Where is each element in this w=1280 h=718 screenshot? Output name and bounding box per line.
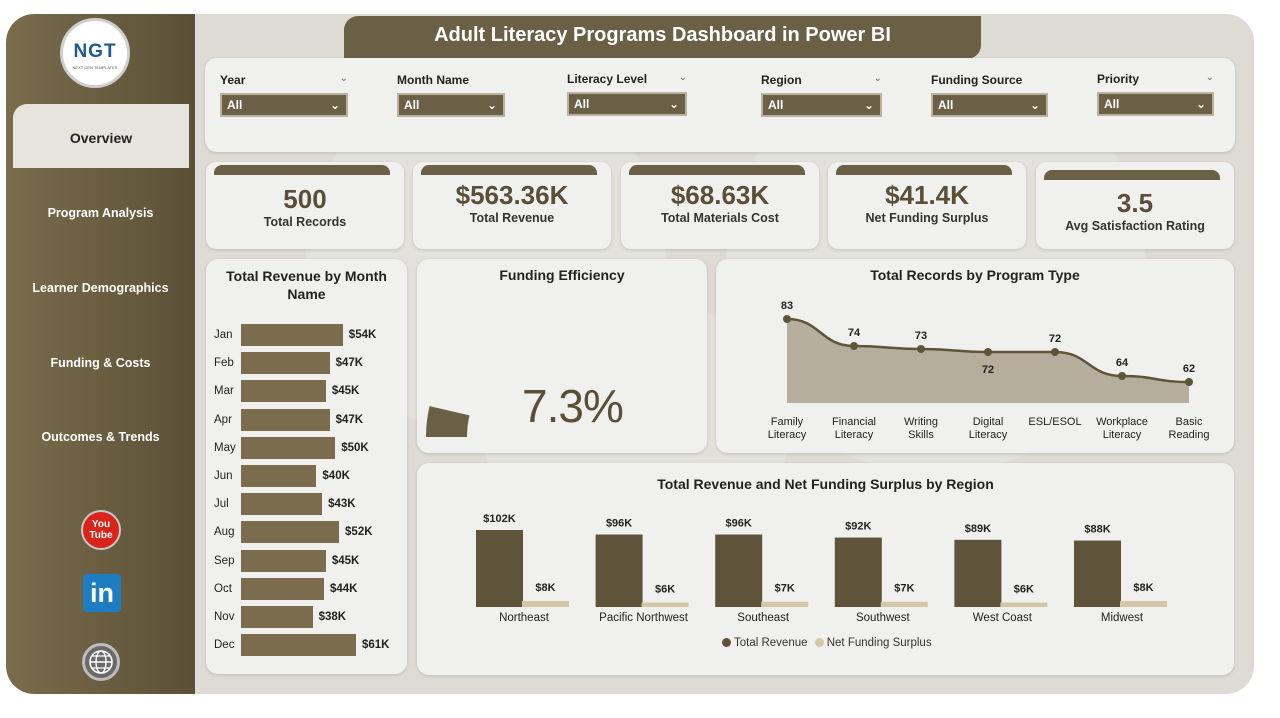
bar-row [206, 493, 407, 515]
chevron-down-icon: ⌄ [668, 97, 679, 111]
sidebar-item-funding-costs[interactable]: Funding & Costs [50, 356, 151, 370]
bar[interactable] [241, 409, 330, 431]
dropdown-value: All [227, 98, 243, 112]
revenue-bar [715, 535, 762, 607]
dropdown-value: All [768, 98, 784, 112]
year-dropdown[interactable] [220, 93, 348, 117]
gauge-arc [426, 406, 469, 437]
filter-label: Priority [1097, 72, 1140, 86]
kpi-value: $41.4K [885, 180, 969, 210]
category-label: Writing [903, 416, 939, 428]
category-label: Basic [1175, 416, 1203, 428]
category-label: Workplace [1096, 416, 1148, 428]
filter-label: Region [761, 73, 802, 87]
surplus-value-label: $7K [894, 582, 915, 595]
category-label: Literacy [834, 429, 874, 441]
bar-row [206, 324, 407, 346]
bar-category-label: Jun [214, 470, 233, 482]
category-label: Literacy [1102, 429, 1142, 441]
chart-title: Funding Efficiency [499, 267, 625, 283]
bar[interactable] [241, 606, 313, 628]
surplus-bar [881, 602, 928, 607]
filter-label: Year [220, 73, 246, 87]
logo-text: NGT [73, 41, 117, 62]
bar-row [206, 465, 407, 487]
kpi-value: $563.36K [455, 180, 569, 210]
kpi-card-net-funding-surplus [828, 162, 1026, 249]
region-dropdown[interactable] [761, 93, 882, 117]
kpi-value: 3.5 [1116, 188, 1154, 218]
revenue-bar [835, 538, 882, 607]
surplus-bar [642, 602, 689, 607]
priority-dropdown[interactable] [1097, 92, 1214, 116]
linkedin-icon[interactable] [83, 574, 121, 612]
legend-dot-total-revenue [722, 638, 731, 647]
chevron-down-icon[interactable]: ⌄ [1205, 72, 1214, 83]
data-label: 72 [1048, 333, 1062, 345]
region-category-label: Pacific Northwest [599, 612, 689, 624]
bar-category-label: Mar [214, 385, 234, 398]
data-point [783, 315, 791, 323]
surplus-bar [761, 602, 808, 607]
chart-title: Total Records by Program Type [870, 267, 1080, 283]
bar-row [206, 352, 407, 374]
bar-row [206, 521, 407, 543]
surplus-value-label: $6K [1013, 583, 1034, 596]
bar-value-label: $47K [335, 413, 364, 426]
filter-label: Month Name [397, 73, 469, 87]
bar-value-label: $45K [331, 385, 360, 398]
globe-glyph [85, 646, 117, 678]
data-point [1118, 372, 1126, 380]
chart-legend [722, 637, 932, 649]
bar-row [206, 437, 407, 459]
bar[interactable] [241, 521, 339, 543]
revenue-value-label: $89K [964, 522, 992, 535]
kpi-tab [421, 165, 597, 175]
bar[interactable] [241, 352, 330, 374]
dropdown-value: All [574, 97, 590, 111]
kpi-label: Avg Satisfaction Rating [1065, 219, 1205, 233]
chevron-down-icon: ⌄ [329, 98, 340, 112]
legend-label: Net Funding Surplus [826, 637, 932, 649]
chevron-down-icon[interactable]: ⌄ [873, 73, 882, 84]
bar-row [206, 606, 407, 628]
gauge-value: 7.3% [522, 380, 623, 432]
filter-region [761, 73, 882, 117]
bar-category-label: Oct [214, 582, 232, 595]
bar-value-label: $38K [318, 611, 347, 623]
bar-value-label: $54K [348, 329, 377, 341]
bar-row [206, 550, 407, 572]
data-label: 83 [780, 300, 794, 312]
revenue-value-label: $96K [605, 517, 633, 530]
filter-funding-source [931, 73, 1048, 117]
region-category-label: Northeast [499, 612, 549, 624]
bar-row [206, 409, 407, 431]
sidebar-item-learner-demographics[interactable]: Learner Demographics [32, 281, 169, 295]
kpi-label: Total Records [263, 215, 347, 229]
chart-title: Total Revenue by Month Name [226, 268, 387, 302]
filter-panel [205, 58, 1235, 152]
bar-row [206, 578, 407, 600]
youtube-icon[interactable] [81, 510, 121, 550]
surplus-bar [522, 601, 569, 607]
globe-icon[interactable] [82, 643, 120, 681]
bar[interactable] [241, 380, 326, 402]
bar-row [206, 634, 407, 656]
chevron-down-icon: ⌄ [1195, 97, 1206, 111]
data-point [984, 348, 992, 356]
surplus-bar [1120, 601, 1167, 607]
records-by-program-chart [716, 259, 1234, 453]
bar[interactable] [241, 550, 326, 572]
company-logo [60, 18, 130, 88]
bar-category-label: Jul [214, 498, 229, 511]
literacy-level-dropdown[interactable] [567, 92, 687, 116]
chevron-down-icon: ⌄ [1029, 98, 1040, 112]
bar-category-label: Jan [214, 329, 233, 341]
revenue-bar [954, 540, 1001, 607]
region-category-label: Southeast [737, 612, 790, 624]
bar-row [206, 380, 407, 402]
sidebar-item-outcomes-trends[interactable]: Outcomes & Trends [41, 430, 160, 444]
bar-value-label: $61K [362, 639, 390, 652]
data-label: 72 [981, 364, 995, 376]
sidebar [6, 14, 195, 694]
surplus-value-label: $6K [655, 583, 676, 596]
category-label: ESL/ESOL [1028, 416, 1082, 428]
data-point [1185, 378, 1193, 386]
bar-value-label: $47K [335, 357, 364, 370]
revenue-value-label: $96K [725, 517, 752, 530]
bar-category-label: May [214, 441, 236, 454]
chevron-down-icon[interactable]: ⌄ [678, 72, 687, 83]
chevron-down-icon: ⌄ [863, 98, 874, 112]
kpi-card-total-materials-cost [621, 162, 819, 249]
kpi-card-total-revenue [413, 162, 611, 249]
data-point [850, 342, 858, 350]
bar[interactable] [241, 493, 322, 515]
bar-value-label: $50K [341, 441, 369, 454]
surplus-value-label: $7K [774, 582, 795, 595]
kpi-label: Net Funding Surplus [865, 211, 989, 225]
bar[interactable] [241, 578, 324, 600]
kpi-label: Total Revenue [469, 211, 555, 225]
bar-value-label: $52K [345, 526, 373, 539]
bar[interactable] [241, 437, 335, 459]
youtube-label: You Tube [89, 519, 113, 541]
revenue-value-label: $92K [845, 520, 872, 533]
chart-title: Total Revenue and Net Funding Surplus by Region [657, 476, 994, 492]
category-label: Literacy [968, 429, 1008, 441]
chevron-down-icon: ⌄ [486, 98, 497, 112]
kpi-tab [836, 165, 1012, 175]
revenue-bar [596, 535, 643, 607]
legend-dot-net-funding-surplus [815, 638, 824, 647]
bar-category-label: Dec [214, 639, 235, 652]
data-label: 73 [914, 330, 928, 342]
kpi-tab [1044, 170, 1220, 180]
surplus-value-label: $8K [535, 581, 556, 594]
category-label: Reading [1168, 429, 1210, 441]
data-label: 64 [1115, 357, 1129, 369]
revenue-by-month-chart [206, 259, 407, 674]
filter-literacy-level [567, 72, 687, 116]
bar-value-label: $43K [328, 498, 356, 511]
surplus-bar [1000, 602, 1047, 607]
region-category-label: West Coast [972, 612, 1033, 624]
region-category-label: Southwest [855, 612, 910, 624]
surplus-value-label: $8K [1133, 581, 1154, 594]
revenue-value-label: $88K [1084, 523, 1111, 536]
page-title: Adult Literacy Programs Dashboard in Power BI [344, 16, 981, 59]
filter-month-name [397, 73, 505, 117]
category-label: Skills [908, 429, 934, 441]
data-label: 62 [1182, 363, 1196, 375]
data-point [1051, 348, 1059, 356]
sidebar-item-overview[interactable]: Overview [13, 104, 189, 168]
funding-efficiency-gauge [417, 259, 707, 453]
chevron-down-icon[interactable]: ⌄ [339, 73, 348, 84]
linkedin-label: in [90, 578, 114, 608]
bar-value-label: $45K [331, 554, 360, 567]
filter-label: Funding Source [931, 73, 1023, 87]
kpi-card-avg-satisfaction [1036, 162, 1234, 249]
bar-category-label: Nov [214, 611, 235, 623]
bar-category-label: Aug [214, 526, 235, 539]
kpi-label: Total Materials Cost [661, 211, 779, 225]
month-dropdown[interactable] [397, 93, 505, 117]
filter-priority [1097, 72, 1214, 116]
category-label: Family [770, 416, 804, 428]
kpi-value: 500 [283, 184, 327, 214]
kpi-tab [629, 165, 805, 175]
area-chart-svg [716, 259, 1234, 453]
bar-category-label: Apr [214, 413, 232, 426]
kpi-card-total-records [206, 162, 404, 249]
funding-source-dropdown[interactable] [931, 93, 1048, 117]
revenue-value-label: $102K [483, 513, 516, 525]
region-category-label: Midwest [1100, 612, 1144, 624]
legend-label: Total Revenue [734, 637, 808, 649]
data-point [917, 345, 925, 353]
category-label: Financial [831, 416, 877, 428]
dropdown-value: All [1104, 97, 1120, 111]
logo-subtext: NEXT GEN TEMPLATES [72, 65, 118, 70]
bar-value-label: $40K [322, 470, 350, 482]
revenue-surplus-by-region-chart [417, 463, 1234, 675]
bar-category-label: Sep [214, 554, 235, 567]
kpi-tab [214, 165, 390, 175]
bar[interactable] [241, 324, 343, 346]
filter-year [220, 73, 348, 117]
dropdown-value: All [938, 98, 954, 112]
dropdown-value: All [404, 98, 420, 112]
bar[interactable] [241, 465, 316, 487]
category-label: Literacy [767, 429, 807, 441]
kpi-value: $68.63K [670, 180, 770, 210]
revenue-bar [1074, 541, 1121, 607]
category-label: Digital [972, 416, 1004, 428]
bar-value-label: $44K [329, 582, 358, 595]
sidebar-item-program-analysis[interactable]: Program Analysis [47, 206, 154, 220]
bar[interactable] [241, 634, 356, 656]
filter-label: Literacy Level [567, 72, 648, 86]
bar-category-label: Feb [214, 357, 234, 370]
revenue-bar [476, 530, 523, 607]
data-label: 74 [847, 327, 861, 339]
